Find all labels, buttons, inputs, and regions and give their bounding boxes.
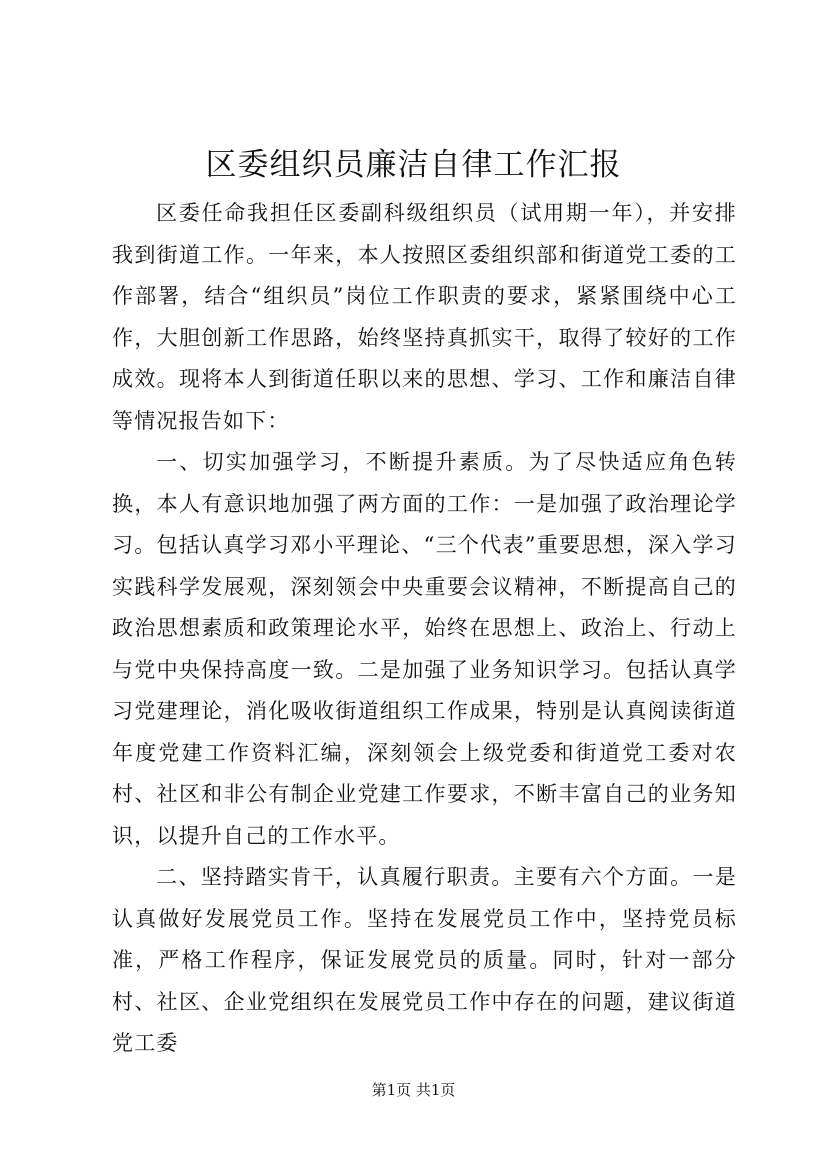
paragraph-duties: 二、坚持踏实肯干，认真履行职责。主要有六个方面。一是认真做好发展党员工作。坚持在发展党员工作中，坚持党员标准，严格工作程序，保证发展党员的质量。同时，针对一部分村、社区、企业党组织在发展党员工作中存在的问题，建议街道党工委 [112,865,737,1055]
paragraph-study: 一、切实加强学习，不断提升素质。为了尽快适应角色转换，本人有意识地加强了两方面的工作：一是加强了政治理论学习。包括认真学习邓小平理论、“三个代表”重要思想，深入学习实践科学发展观，深刻领会中央重要会议精神，不断提高自己的政治思想素质和政策理论水平，始终在思想上、政治上、行动上与党中央保持高度一致。二是加强了业务知识学习。包括认真学习党建理论，消化吸收街道组织工作成果，特别是认真阅读街道年度党建工作资料汇编，深刻领会上级党委和街道党工委对农村、社区和非公有制企业党建工作要求，不断丰富自己的业务知识，以提升自己的工作水平。 [112,450,737,848]
page-number-footer: 第1页 共1页 [371,1081,456,1099]
paragraph-intro: 区委任命我担任区委副科级组织员（试用期一年），并安排我到街道工作。一年来，本人按照区委组织部和街道党工委的工作部署，结合“组织员”岗位工作职责的要求，紧紧围绕中心工作，大胆创新工作思路，始终坚持真抓实干，取得了较好的工作成效。现将本人到街道任职以来的思想、学习、工作和廉洁自律等情况报告如下： [112,201,737,433]
document-title: 区委组织员廉洁自律工作汇报 [205,147,622,183]
document-body [112,193,737,1065]
